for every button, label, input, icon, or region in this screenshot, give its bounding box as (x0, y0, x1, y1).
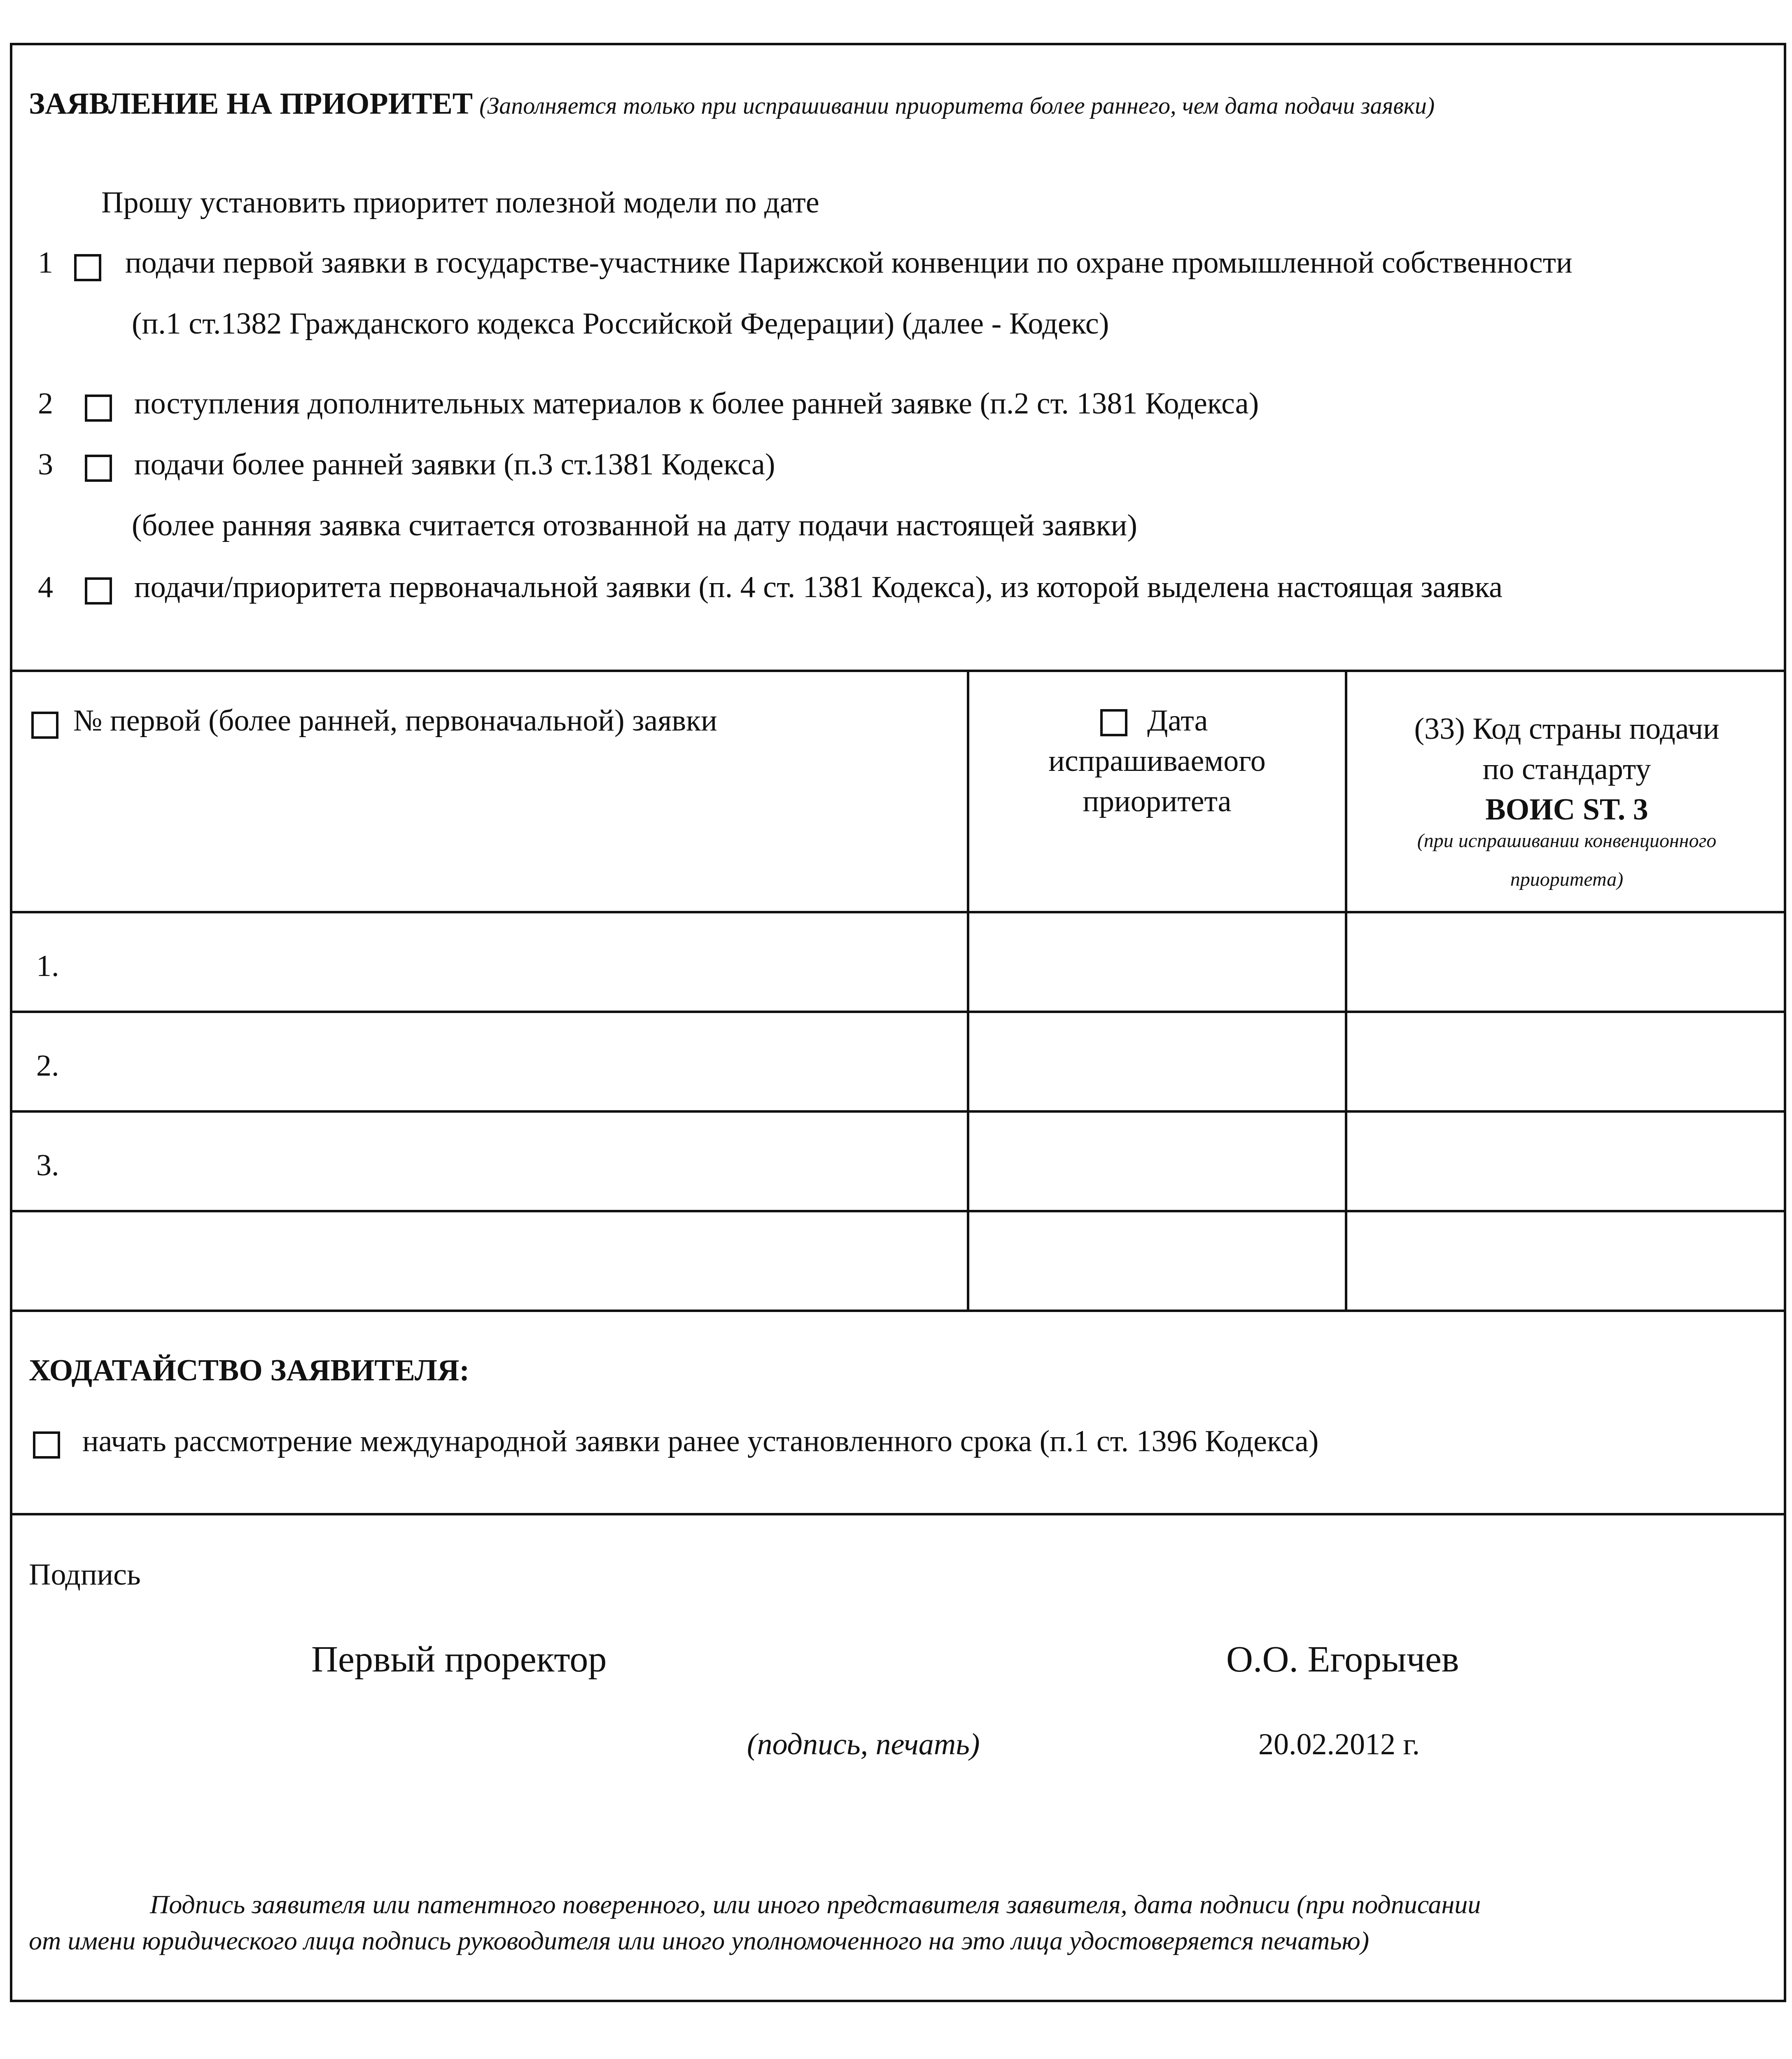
col1-header: № первой (более ранней, первоначальной) заявки (73, 704, 717, 738)
signature-hint: (подпись, печать) (747, 1728, 980, 1761)
option-3-checkbox[interactable] (85, 455, 112, 482)
col3-note-line1: (при испрашивании конвенционного (1417, 830, 1717, 852)
option-1-continuation: (п.1 ст.1382 Гражданского кодекса Российской Федерации) (далее - Кодекс) (132, 307, 1109, 341)
col3-header-line2: по стандарту (1482, 752, 1651, 786)
option-2-checkbox[interactable] (85, 395, 112, 422)
option-4-text: подачи/приоритета первоначальной заявки (п. 4 ст. 1381 Кодекса), из которой выделена настоящая заявка (134, 570, 1503, 604)
col2-header-checkbox[interactable] (1100, 709, 1127, 736)
col1-header-checkbox[interactable] (31, 712, 58, 739)
option-2-text: поступления дополнительных материалов к более ранней заявке (п.2 ст. 1381 Кодекса) (134, 387, 1259, 420)
table-bottom-border (10, 1310, 1786, 1312)
option-3-continuation: (более ранняя заявка считается отозванной на дату подачи настоящей заявки) (132, 509, 1137, 542)
option-1-checkbox[interactable] (74, 254, 101, 281)
signature-date: 20.02.2012 г. (1258, 1728, 1420, 1761)
option-4-checkbox[interactable] (85, 577, 112, 605)
table-header-bottom (10, 911, 1786, 913)
table-row-2-bottom (10, 1110, 1786, 1113)
signer-position: Первый проректор (311, 1639, 607, 1680)
option-3-number: 3 (38, 448, 53, 481)
table-row-1-bottom (10, 1011, 1786, 1013)
col2-header-line3: приоритета (1083, 784, 1232, 818)
option-3-text: подачи более ранней заявки (п.3 ст.1381 Кодекса) (134, 448, 775, 481)
priority-intro: Прошу установить приоритет полезной модели по дате (101, 186, 819, 219)
option-1-number: 1 (38, 246, 53, 280)
col2-header-line1: Дата (1147, 704, 1208, 738)
priority-title-note: (Заполняется только при испрашивании приоритета более раннего, чем дата подачи заявки) (479, 92, 1435, 119)
priority-heading (29, 86, 1435, 128)
priority-title: ЗАЯВЛЕНИЕ НА ПРИОРИТЕТ (29, 87, 473, 121)
signer-name: О.О. Егорычев (1226, 1639, 1459, 1680)
option-4-number: 4 (38, 570, 53, 604)
table-row-3-bottom (10, 1210, 1786, 1212)
signature-label: Подпись (29, 1558, 141, 1592)
signature-note-line1: Подпись заявителя или патентного поверенного, или иного представителя заявителя, дата подписи (при подписании (150, 1890, 1481, 1919)
petition-bottom-border (10, 1513, 1786, 1515)
col2-header-line2: испрашиваемого (1048, 744, 1266, 778)
table-row-1-label: 1. (36, 949, 59, 983)
table-row-2-label: 2. (36, 1049, 59, 1083)
table-top-border (10, 670, 1786, 672)
signature-note-line2: от имени юридического лица подпись руководителя или иного уполномоченного на это лица удостоверяется печатью) (29, 1926, 1370, 1955)
col3-note-line2: приоритета) (1510, 868, 1624, 890)
col3-header-line3: ВОИС ST. 3 (1485, 793, 1648, 826)
col3-header-line1: (33) Код страны подачи (1414, 712, 1720, 746)
petition-title: ХОДАТАЙСТВО ЗАЯВИТЕЛЯ: (29, 1354, 470, 1387)
petition-option: начать рассмотрение международной заявки ранее установленного срока (п.1 ст. 1396 Кодекса) (82, 1424, 1319, 1458)
table-row-3-label: 3. (36, 1149, 59, 1182)
option-1-text: подачи первой заявки в государстве-участнике Парижской конвенции по охране промышленной собственности (125, 246, 1573, 280)
option-2-number: 2 (38, 387, 53, 420)
petition-checkbox[interactable] (33, 1431, 60, 1459)
